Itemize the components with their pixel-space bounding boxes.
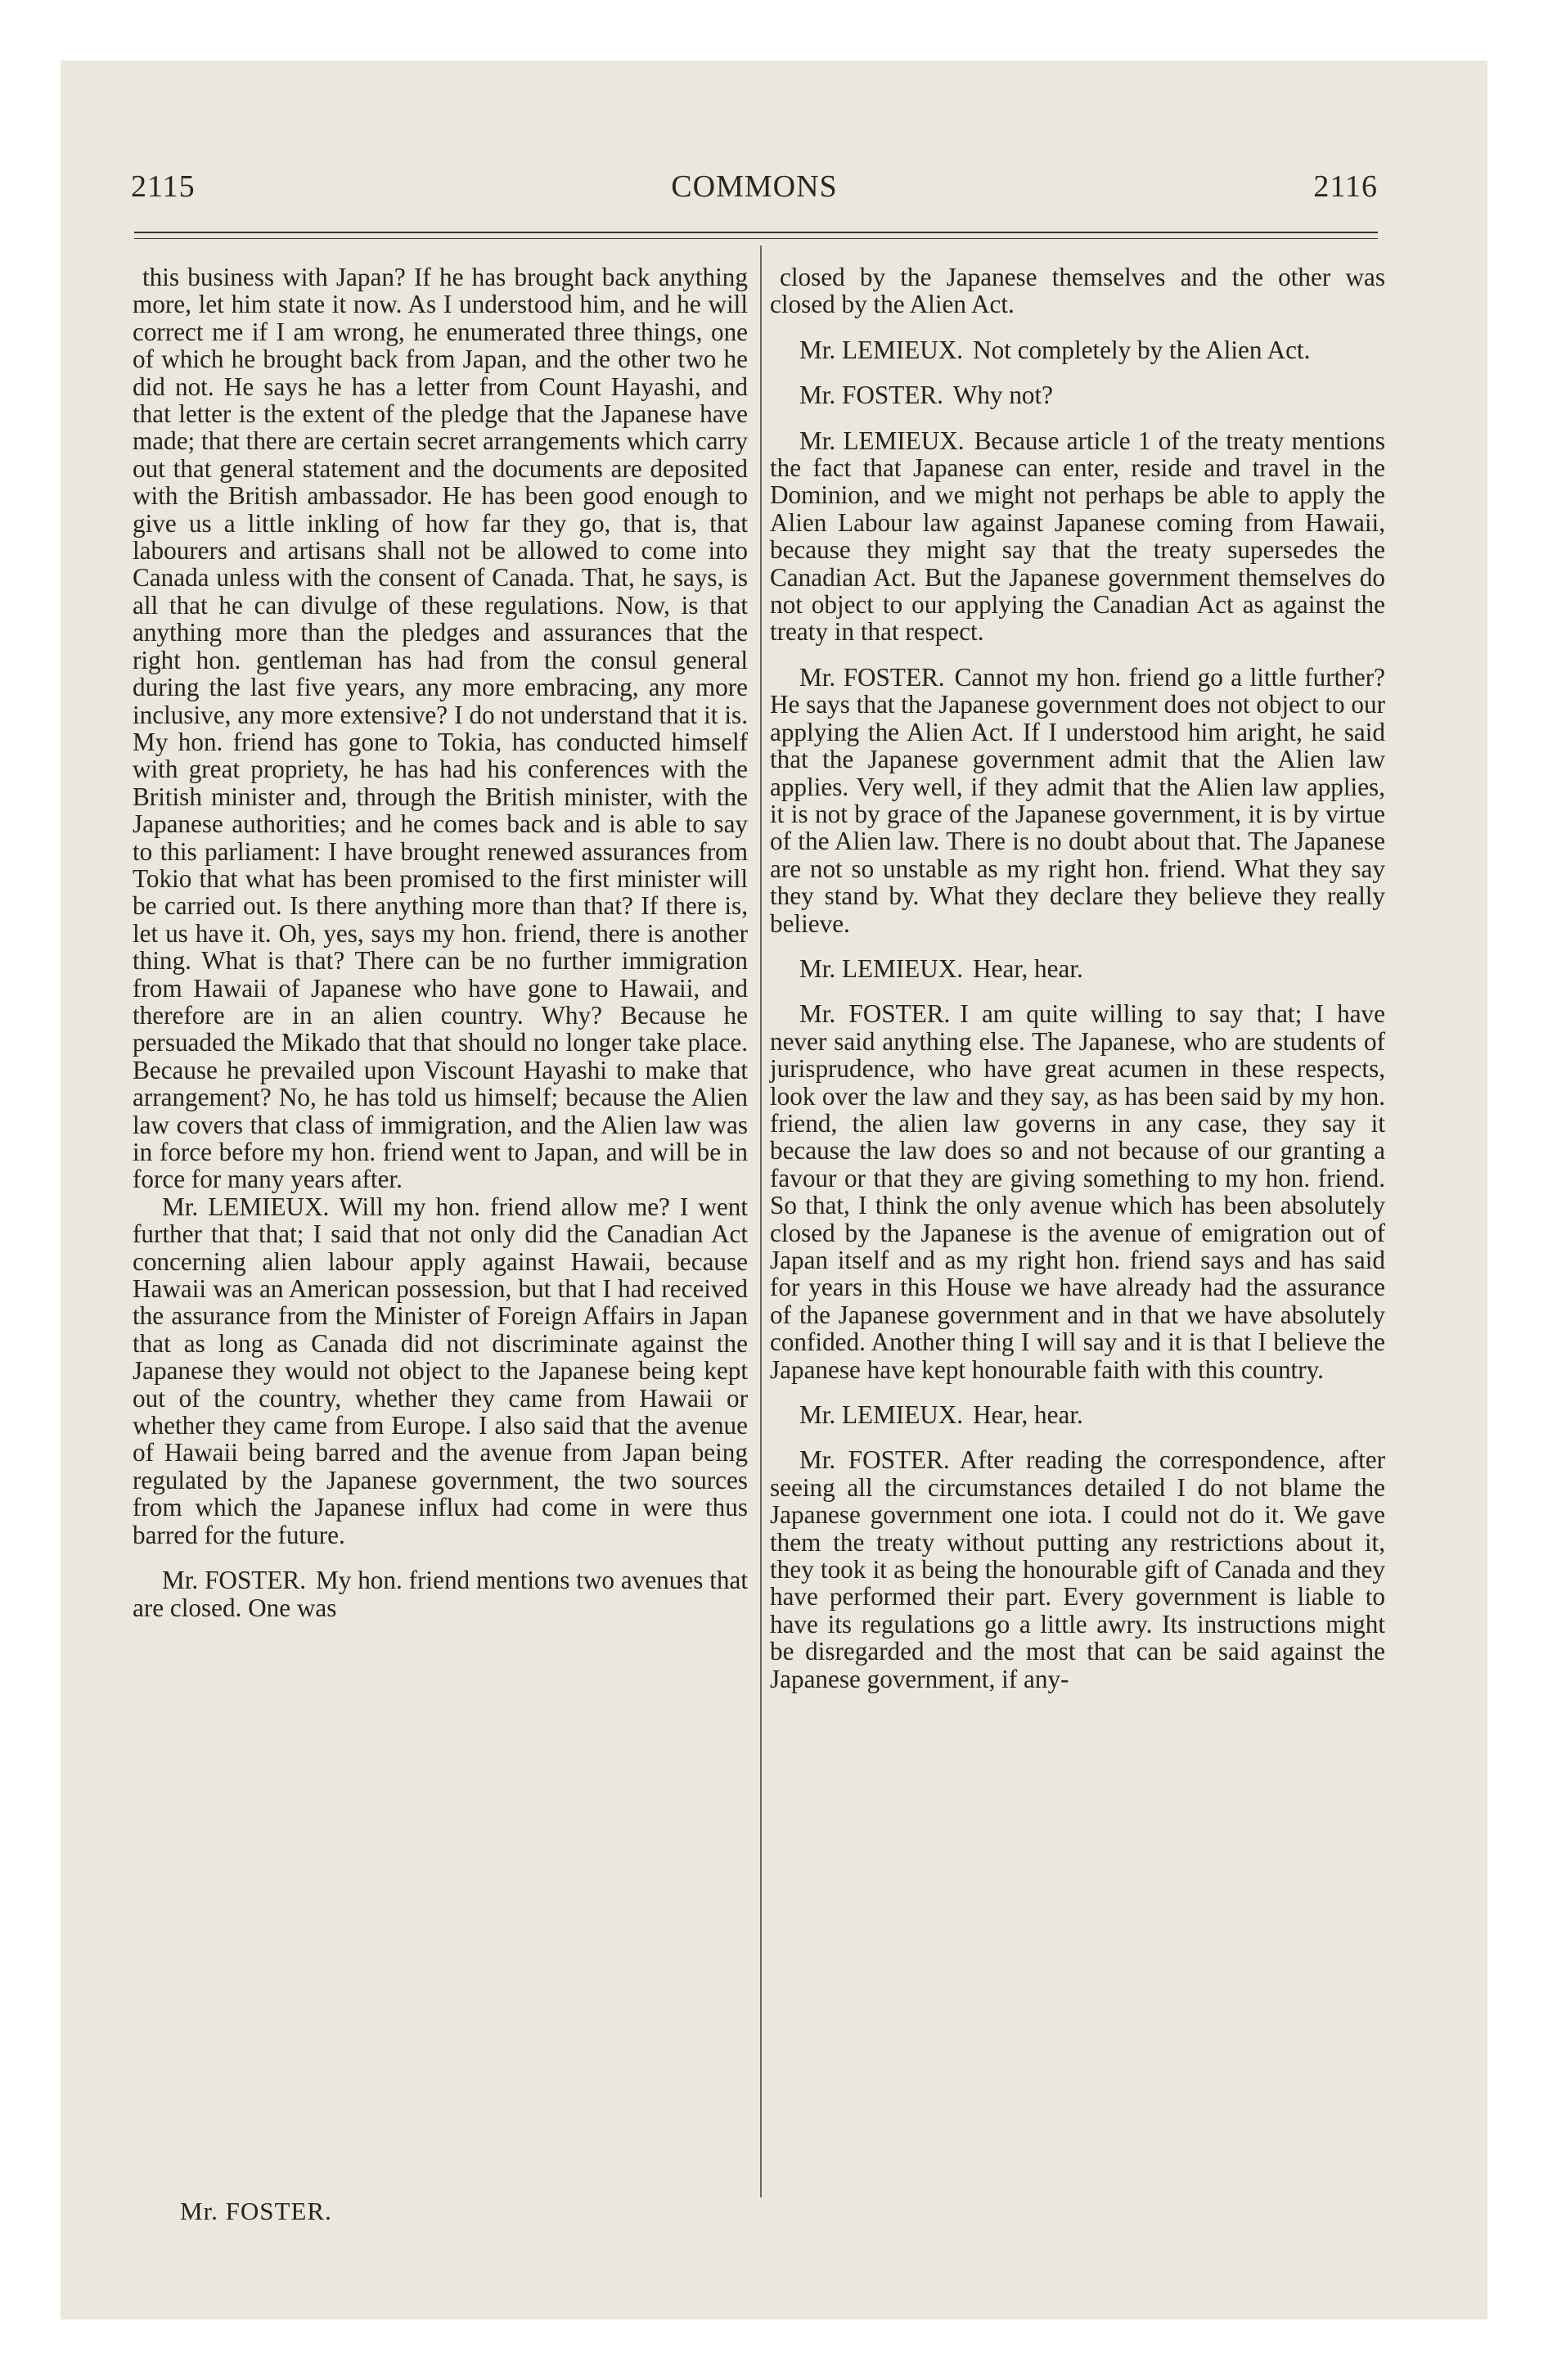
- paragraph: [133, 264, 748, 1193]
- right-column: [770, 264, 1385, 1693]
- paragraph: [770, 1401, 1385, 1428]
- speech-text: Will my hon. friend allow me? I went further that that; I said that not only did the Canadian Act concerning alien labour apply against Hawaii, because Hawaii was an American possession, but that I had received the assurance from the Minister of Foreign Affairs in Japan that as long as Canada did not discriminate against the Japanese they would not object to the Japanese being kept out of the country, whether they came from Hawaii or whether they came from Europe. I also said that the avenue of Hawaii being barred and the avenue from Japan being regulated by the Japanese government, the two sources from which the Japanese influx had come in were thus barred for the future.: [133, 1192, 748, 1549]
- speech-text: Because article 1 of the treaty mentions the fact that Japanese can enter, reside and travel in the Dominion, and we might not perhaps be able to apply the Alien Labour law against Japanese coming from Hawaii, because they might say that the treaty supersedes the Canadian Act. But the Japanese government themselves do not object to our applying the Canadian Act as against the treaty in that respect.: [770, 426, 1385, 647]
- speaker-name: Mr. LEMIEUX.: [799, 335, 964, 364]
- paragraph: [133, 1566, 748, 1621]
- running-title: COMMONS: [671, 169, 838, 204]
- speech-text: Hear, hear.: [973, 953, 1083, 983]
- paragraph: [770, 1000, 1385, 1383]
- speaker-name: Mr. LEMIEUX.: [799, 1400, 964, 1430]
- speaker-name: Mr. FOSTER.: [799, 381, 943, 410]
- paragraph: [770, 381, 1385, 408]
- speech-text: Not completely by the Alien Act.: [973, 335, 1311, 364]
- paragraph: [770, 264, 1385, 318]
- paragraph: [770, 427, 1385, 646]
- speech-text: Hear, hear.: [973, 1400, 1083, 1430]
- page-header: [131, 169, 1378, 218]
- paragraph: [770, 336, 1385, 363]
- speech-text: After reading the correspondence, after seeing all the circumstances detailed I do not blame the Japanese government one iota. I could not do it. We gave them the treaty without putting any restrictions about it, they took it as being the honourable gift of Canada and they have performed their part. Every government is liable to have its regulations go a little awry. Its instructions might be disregarded and the most that can be said against the Japanese government, if any-: [770, 1445, 1385, 1693]
- speech-text: this business with Japan? If he has brought back anything more, let him state it now. As I understood him, and he will correct me if I am wrong, he enumerated three things, one of which he brought back from Japan, and the other two he did not. He says he has a letter from Count Hayashi, and that letter is the extent of the pledge that the Japanese have made; that there are certain secret arrangements which carry out that general statement and the documents are deposited with the British ambassador. He has been good enough to give us a little inkling of how far they go, that is, that labourers and artisans shall not be allowed to come into Canada unless with the consent of Canada. That, he says, is all that he can divulge of these regulations. Now, is that anything more than the pledges and assurances that the right hon. gentleman has had from the consul general during the last five years, any more embracing, any more inclusive, any more extensive? I do not understand that it is. My hon. friend has gone to Tokia, has conducted himself with great propriety, he has had his conferences with the British minister and, through the British minister, with the Japanese authorities; and he comes back and is able to say to this parliament: I have brought renewed assurances from Tokio that what has been promised to the first minister will be carried out. Is there anything more than that? If there is, let us have it. Oh, yes, says my hon. friend, there is another thing. What is that? There can be no further immigration from Hawaii of Japanese who have gone to Hawaii, and therefore are in an alien country. Why? Because he persuaded the Mikado that that should no longer take place. Because he prevailed upon Viscount Hayashi to make that arrangement? No, he has told us himself; because the Alien law covers that class of immigration, and the Alien law was in force before my hon. friend went to Japan, and will be in force for many years after.: [133, 263, 748, 1194]
- speech-text: Cannot my hon. friend go a little further? He says that the Japanese government does not object to our applying the Alien Act. If I understood him aright, he said that the Japanese government admit that the Alien law applies. Very well, if they admit that the Alien law applies, it is not by grace of the Japanese government, it is by virtue of the Alien law. There is no doubt about that. The Japanese are not so unstable as my right hon. friend. What they say they stand by. What they declare they believe they really believe.: [770, 662, 1385, 938]
- catchword: Mr. FOSTER.: [180, 2197, 332, 2225]
- speech-text: Why not?: [952, 381, 1054, 410]
- paragraph: [770, 955, 1385, 982]
- paragraph: [133, 1193, 748, 1548]
- column-divider: [760, 246, 762, 2197]
- paragraph: [770, 1446, 1385, 1693]
- header-rule-thin: [134, 238, 1378, 239]
- speech-text: closed by the Japanese themselves and the other was closed by the Alien Act.: [770, 263, 1385, 319]
- paragraph: [770, 664, 1385, 937]
- left-column: [133, 264, 748, 1621]
- page-number-left: 2115: [131, 169, 196, 204]
- speaker-name: Mr. LEMIEUX.: [162, 1192, 330, 1221]
- page-number-right: 2116: [1313, 169, 1378, 204]
- speaker-name: Mr. FOSTER.: [799, 1445, 950, 1475]
- speaker-name: Mr. LEMIEUX.: [799, 953, 964, 983]
- speech-text: I am quite willing to say that; I have never said anything else. The Japanese, who are students of jurisprudence, who have great acumen in these respects, look over the law and they say, as has been said by my hon. friend, the alien law governs in any case, they say it because the law does so and not because of our granting a favour or that they are giving something to my hon. friend. So that, I think the only avenue which has been absolutely closed by the Japanese is the avenue of emigration out of Japan itself and as my right hon. friend says and has said for years in this House we have already had the assurance of the Japanese government and in that we have absolutely confided. Another thing I will say and it is that I believe the Japanese have kept honourable faith with this country.: [770, 999, 1385, 1384]
- header-rule: [134, 232, 1378, 233]
- speaker-name: Mr. LEMIEUX.: [799, 426, 965, 455]
- speaker-name: Mr. FOSTER.: [799, 662, 945, 692]
- speaker-name: Mr. FOSTER.: [799, 999, 951, 1029]
- speech-text: My hon. friend mentions two avenues that are closed. One was: [133, 1566, 749, 1622]
- speaker-name: Mr. FOSTER.: [162, 1566, 306, 1595]
